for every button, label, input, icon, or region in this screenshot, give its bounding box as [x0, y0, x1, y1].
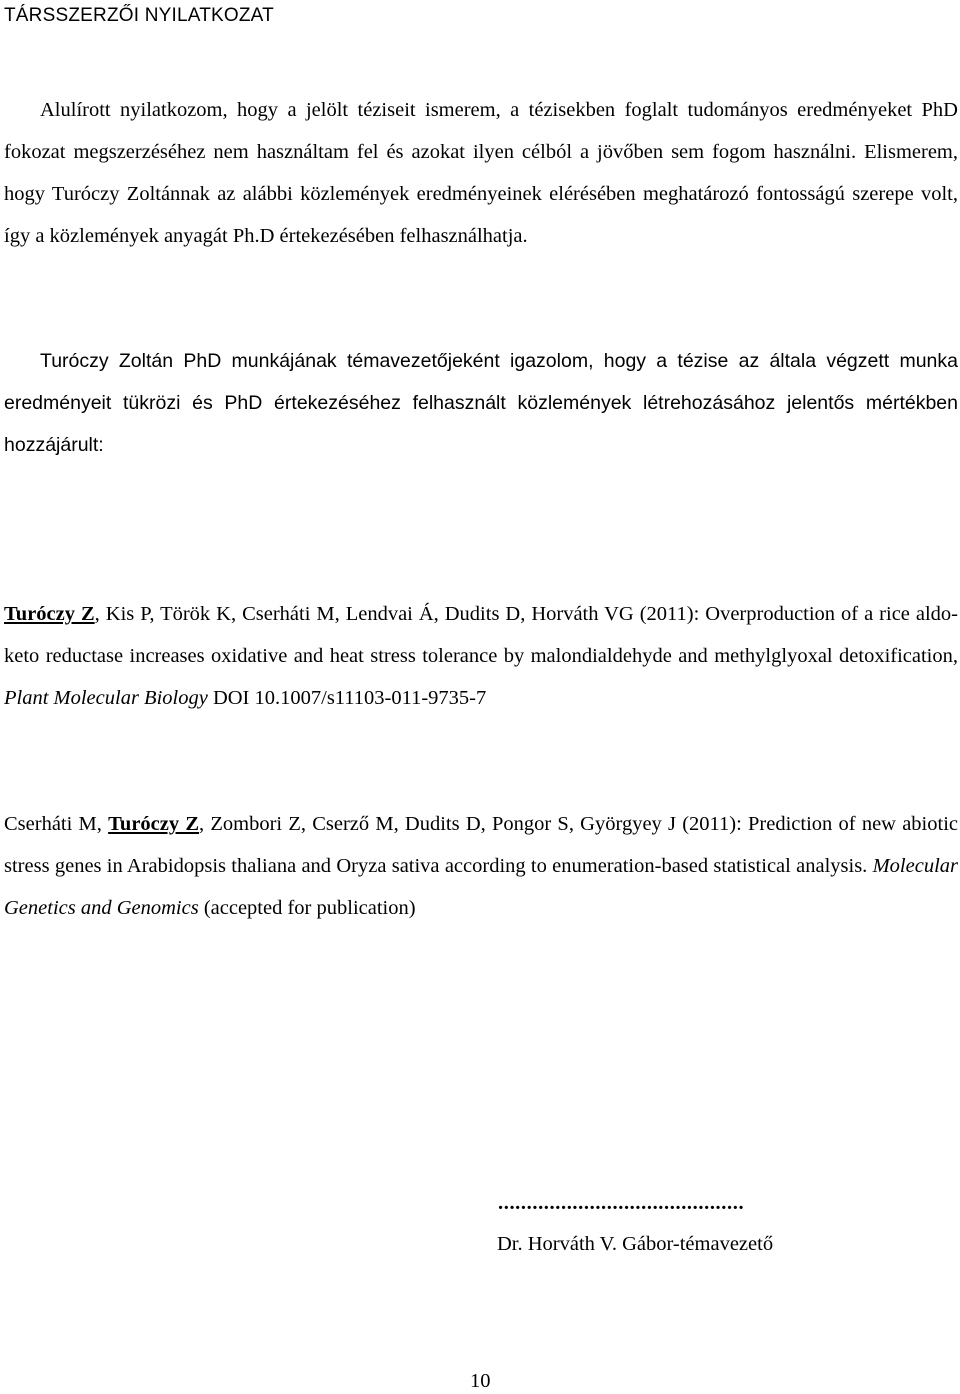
reference-entry-1 — [4, 593, 958, 719]
journal-name: Plant Molecular Biology — [4, 687, 208, 709]
highlighted-author: Turóczy Z — [108, 813, 200, 835]
reference-tail: DOI 10.1007/s11103-011-9735-7 — [207, 687, 487, 709]
page-title: TÁRSSZERZŐI NYILATKOZAT — [4, 5, 274, 26]
declaration-paragraph: Alulírott nyilatkozom, hogy a jelölt téziseit ismerem, a tézisekben foglalt tudományos eredményeket PhD fokozat megszerzéséhez nem használtam fel és azokat ilyen célból a jövőben sem fogom használni. Elismerem, hogy Turóczy Zoltánnak az alábbi közlemények eredményeinek elérésében meghatározó fontosságú szerepe volt, így a közlemények anyagát Ph.D értekezésében felhasználhatja. — [4, 99, 958, 247]
page-number: 10 — [470, 1370, 491, 1392]
reference-tail: (accepted for publication) — [198, 897, 416, 919]
reference-authors-before: Cserháti M, — [4, 813, 109, 835]
journal-name: Molecular Genetics and Genomics — [4, 855, 958, 919]
reference-body: , Kis P, Török K, Cserháti M, Lendvai Á, Dudits D, Horváth VG (2011): Overproduction of a rice aldo-keto reductase increases oxidative and heat stress tolerance by malondialdehyde and methylglyoxal detoxification, — [4, 603, 958, 667]
signatory-name: Dr. Horváth V. Gábor-témavezető — [497, 1233, 774, 1255]
signature-line: ........................................... — [498, 1192, 745, 1214]
reference-body: , Zombori Z, Cserző M, Dudits D, Pongor S, Györgyey J (2011): Prediction of new abiotic stress genes in Arabidopsis thaliana and Oryza sativa according to enumeration-based statistical analysis. — [4, 813, 958, 877]
reference-entry-2 — [4, 803, 958, 929]
supervisor-paragraph: Turóczy Zoltán PhD munkájának témavezetőjeként igazolom, hogy a tézise az általa végzett munka eredményeit tükrözi és PhD értekezéséhez felhasznált közlemények létrehozásához jelentős mértékben hozzájárult: — [4, 350, 958, 456]
highlighted-author: Turóczy Z — [4, 603, 95, 625]
